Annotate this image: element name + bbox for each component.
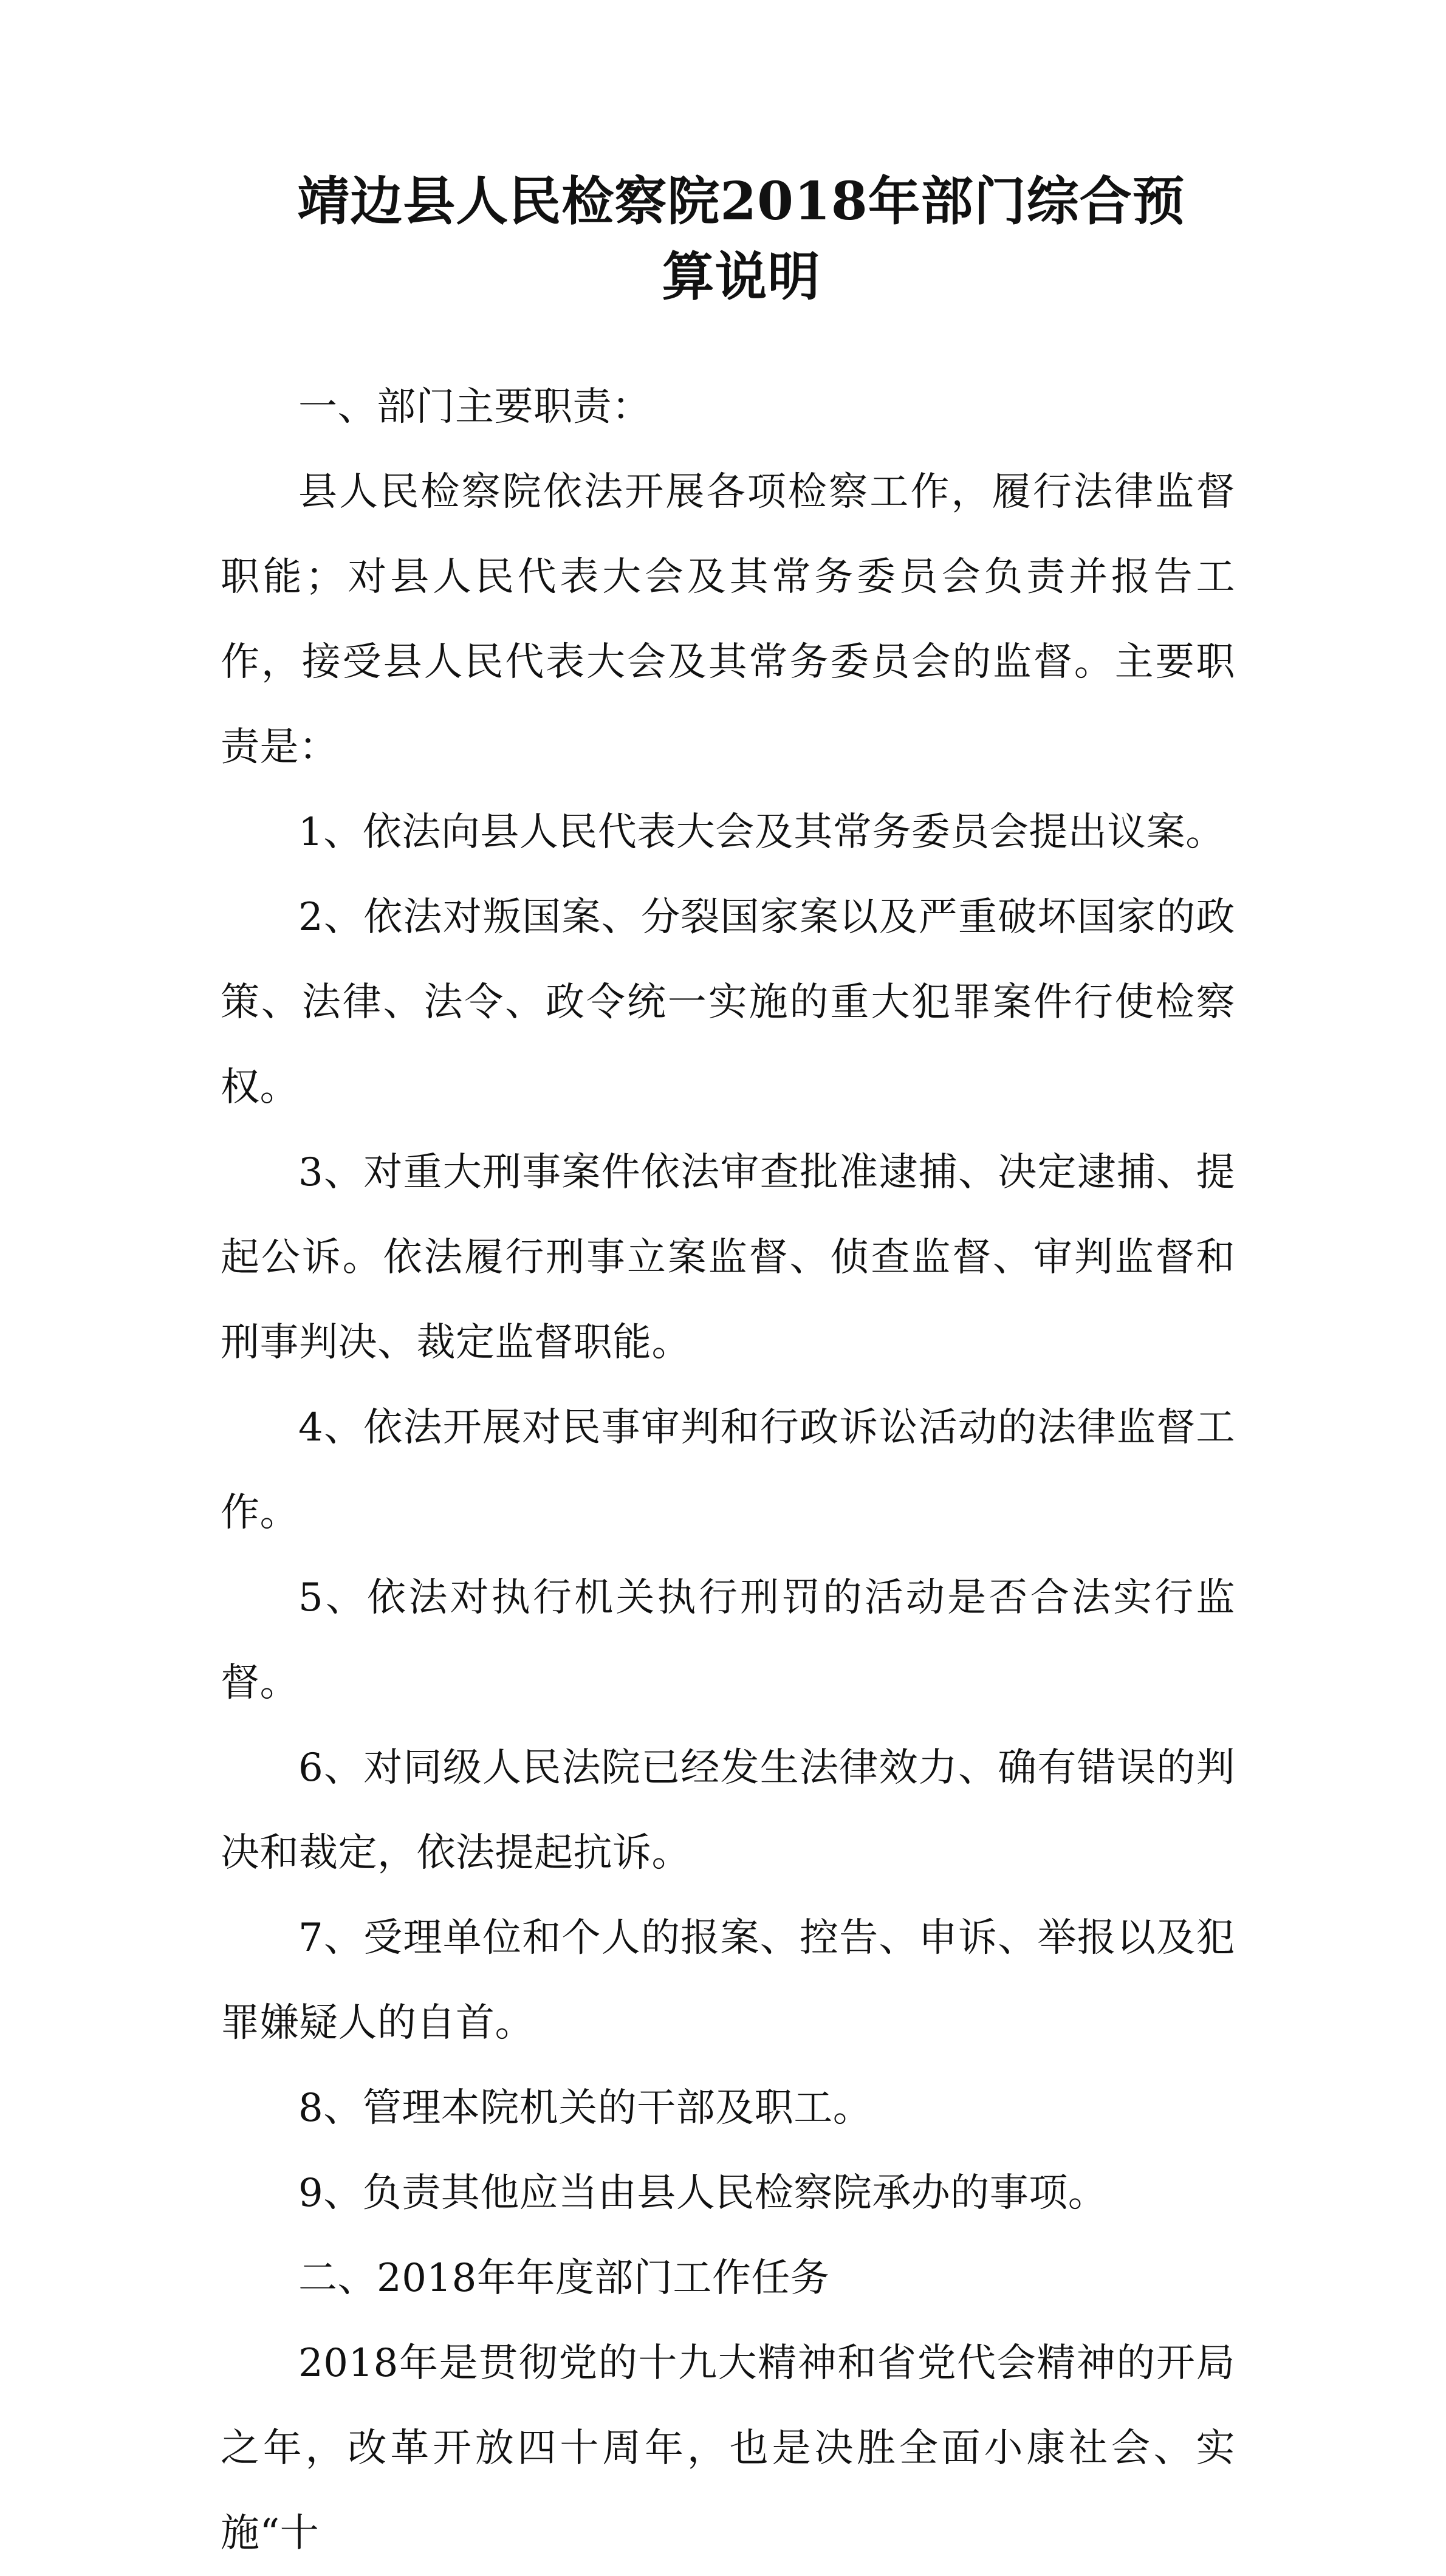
duty-item-1: 1、依法向县人民代表大会及其常务委员会提出议案。 [298, 810, 1225, 855]
paragraph-tasks-2018: 2018年是贯彻党的十九大精神和省党代会精神的开局之年，改革开放四十周年，也是决胜全面小康社会、实施“十 [221, 2341, 1235, 2556]
duty-item-9: 9、负责其他应当由县人民检察院承办的事项。 [298, 2171, 1108, 2216]
section-heading-tasks: 二、2018年年度部门工作任务 [298, 2256, 830, 2301]
title-line-2: 算说明 [662, 246, 821, 307]
duty-item-4: 4、依法开展对民事审判和行政诉讼活动的法律监督工作。 [221, 1405, 1235, 1535]
title-line-1: 靖边县人民检察院2018年部门综合预 [297, 171, 1185, 232]
duty-item-7: 7、受理单位和个人的报案、控告、申诉、举报以及犯罪嫌疑人的自首。 [221, 1916, 1235, 2046]
duty-item-3: 3、对重大刑事案件依法审查批准逮捕、决定逮捕、提起公诉。依法履行刑事立案监督、侦查监督、审判监督和刑事判决、裁定监督职能。 [221, 1150, 1235, 1365]
document-title [225, 164, 1258, 315]
duty-item-6: 6、对同级人民法院已经发生法律效力、确有错误的判决和裁定，依法提起抗诉。 [221, 1745, 1235, 1875]
section-heading-duties: 一、部门主要职责： [298, 385, 651, 430]
duty-item-2: 2、依法对叛国案、分裂国家案以及严重破坏国家的政策、法律、法令、政令统一实施的重大犯罪案件行使检察权。 [221, 895, 1235, 1110]
paragraph-intro: 县人民检察院依法开展各项检察工作，履行法律监督职能；对县人民代表大会及其常务委员会负责并报告工作，接受县人民代表大会及其常务委员会的监督。主要职责是： [221, 470, 1235, 770]
document-body [221, 365, 1235, 2576]
duty-item-8: 8、管理本院机关的干部及职工。 [298, 2086, 872, 2131]
duty-item-5: 5、依法对执行机关执行刑罚的活动是否合法实行监督。 [221, 1575, 1235, 1705]
